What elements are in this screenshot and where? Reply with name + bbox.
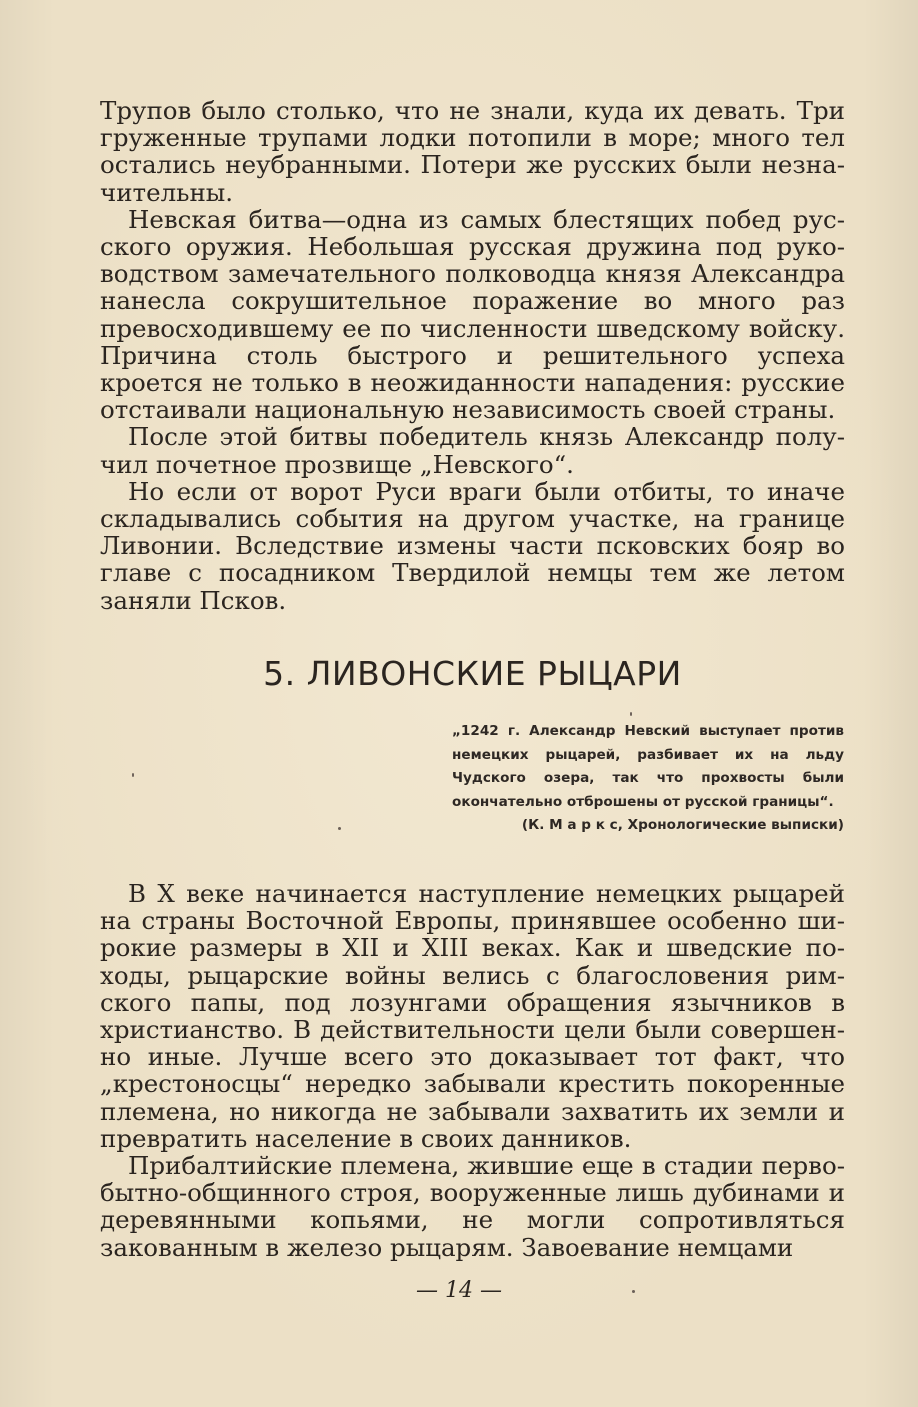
paragraph: Трупов было столько, что не знали, куда их девать. Три груженные трупами лодки потопили в море; много тел остались неубранными. Потери же русских были незначительны. [100,96,845,207]
section-heading: 5. ЛИВОНСКИЕ РЫЦАРИ [263,654,682,693]
paragraph: В X веке начинается наступление немецких рыцарей на страны Восточной Европы, принявшее особенно широкие размеры в XII и XIII веках. Как и шведские походы, рыцарские войны велись с благословения римского папы, под лозунгами обращения язычников в христианство. В действительности цели были совершенно иные. Лучше всего это доказывает тот факт, что „крестоносцы“ нередко забывали крестить покоренные племена, но никогда не забывали захватить их земли и превратить население в своих данников. [100,879,845,1153]
paragraph: Невская битва—одна из самых блестящих побед русского оружия. Небольшая русская дружина под руководством замечательного полководца князя Александра нанесла сокрушительное поражение во много раз превосходившему ее по численности шведскому войску. Причина столь быстрого и решительного успеха кроется не только в неожиданности нападения: русские отстаивали национальную независимость своей страны. [100,204,845,425]
page-number: — 14 — [416,1278,502,1303]
paragraph: После этой битвы победитель князь Александр получил почетное прозвище „Невского“. [100,422,845,479]
epigraph-quote: „1242 г. Александр Невский выступает против немецких рыцарей, разбивает их на льду Чудского озера, так что прохвосты были окончательно отброшены от русской границы“. [452,723,844,810]
paper-speck [630,712,632,716]
bottom-text-block [100,880,845,1261]
epigraph [452,720,844,838]
paper-speck [632,1290,635,1293]
paragraph: Но если от ворот Руси враги были отбиты, то иначе складывались события на другом участке, на границе Ливонии. Вследствие измены части псковских бояр во главе с посадником Твердилой немцы тем же летом заняли Псков. [100,476,845,615]
paragraph: Прибалтийские племена, жившие еще в стадии первобытно-общинного строя, вооруженные лишь дубинами и деревянными копьями, не могли сопротивляться закованным в железо рыцарям. Завоевание немцами [100,1151,845,1262]
epigraph-source: (К. М а р к с, Хронологические выписки) [521,817,844,833]
paper-speck [132,773,134,777]
top-text-block [100,97,845,614]
paper-speck [338,827,341,830]
